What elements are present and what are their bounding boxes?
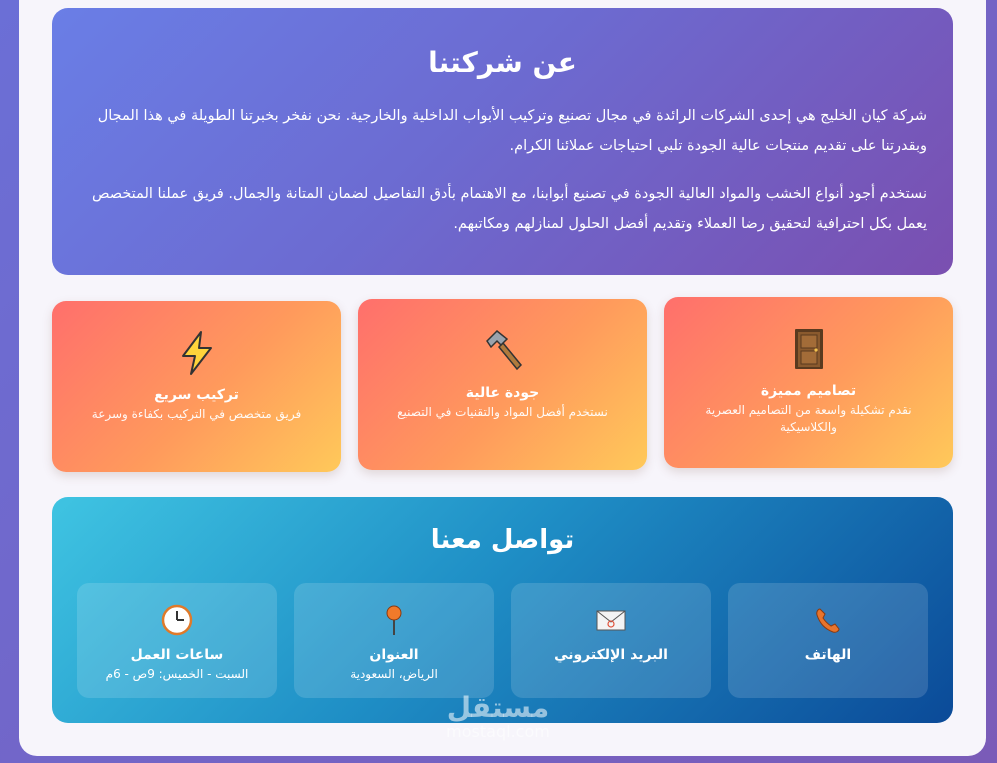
contact-title: تواصل معنا [430,525,575,555]
contact-card-phone[interactable] [728,583,928,698]
contact-card-title: الهاتف [804,647,852,663]
hammer-icon [479,327,527,375]
feature-desc: نستخدم أفضل المواد والتقنيات في التصنيع [397,405,608,419]
contact-card-address[interactable] [294,583,494,698]
door-icon [785,325,833,373]
feature-card-quality [358,299,647,470]
contact-card-email[interactable] [511,583,711,698]
about-paragraph-1: شركة كيان الخليج هي إحدى الشركات الرائدة في مجال تصنيع وتركيب الأبواب الداخلية والخارجية. نحن نفخر بخبرتنا الطويلة في هذا المجال وبقدرتنا على تقديم منتجات عالية الجودة تلبي احتياجات عملائنا الكرام. [97,108,927,154]
about-title: عن شركتنا [428,46,577,79]
envelope-icon [594,603,628,637]
contact-card-title: العنوان [369,647,419,663]
feature-title: تصاميم مميزة [760,383,857,399]
feature-desc: نقدم تشكيلة واسعة من التصاميم العصرية والكلاسيكية [705,403,912,434]
watermark-domain: mostaql.com [446,722,550,741]
contact-card-value: السبت - الخميس: 9ص - 6م [105,667,249,681]
watermark [438,693,558,741]
feature-desc: فريق متخصص في التركيب بكفاءة وسرعة [91,407,302,421]
contact-card-hours[interactable] [77,583,277,698]
phone-icon [811,603,845,637]
feature-title: تركيب سريع [154,387,239,403]
lightning-icon [173,329,221,377]
feature-card-designs [664,297,953,468]
about-section [52,8,953,275]
about-paragraph-2: نستخدم أجود أنواع الخشب والمواد العالية الجودة في تصنيع أبوابنا، مع الاهتمام بأدق التفاصيل لضمان المتانة والجمال. فريق عملنا المتخصص يعمل بكل احترافية لتحقيق رضا العملاء وتقديم أفضل الحلول لمنازلهم ومكاتبهم. [91,186,927,232]
watermark-brand: مستقل [446,691,550,724]
feature-card-installation [52,301,341,472]
pin-icon [377,603,411,637]
clock-icon [160,603,194,637]
contact-card-value: الرياض، السعودية [350,667,438,681]
feature-title: جودة عالية [465,385,540,401]
contact-section [52,497,953,723]
contact-card-title: البريد الإلكتروني [554,647,668,663]
contact-card-title: ساعات العمل [130,647,224,663]
